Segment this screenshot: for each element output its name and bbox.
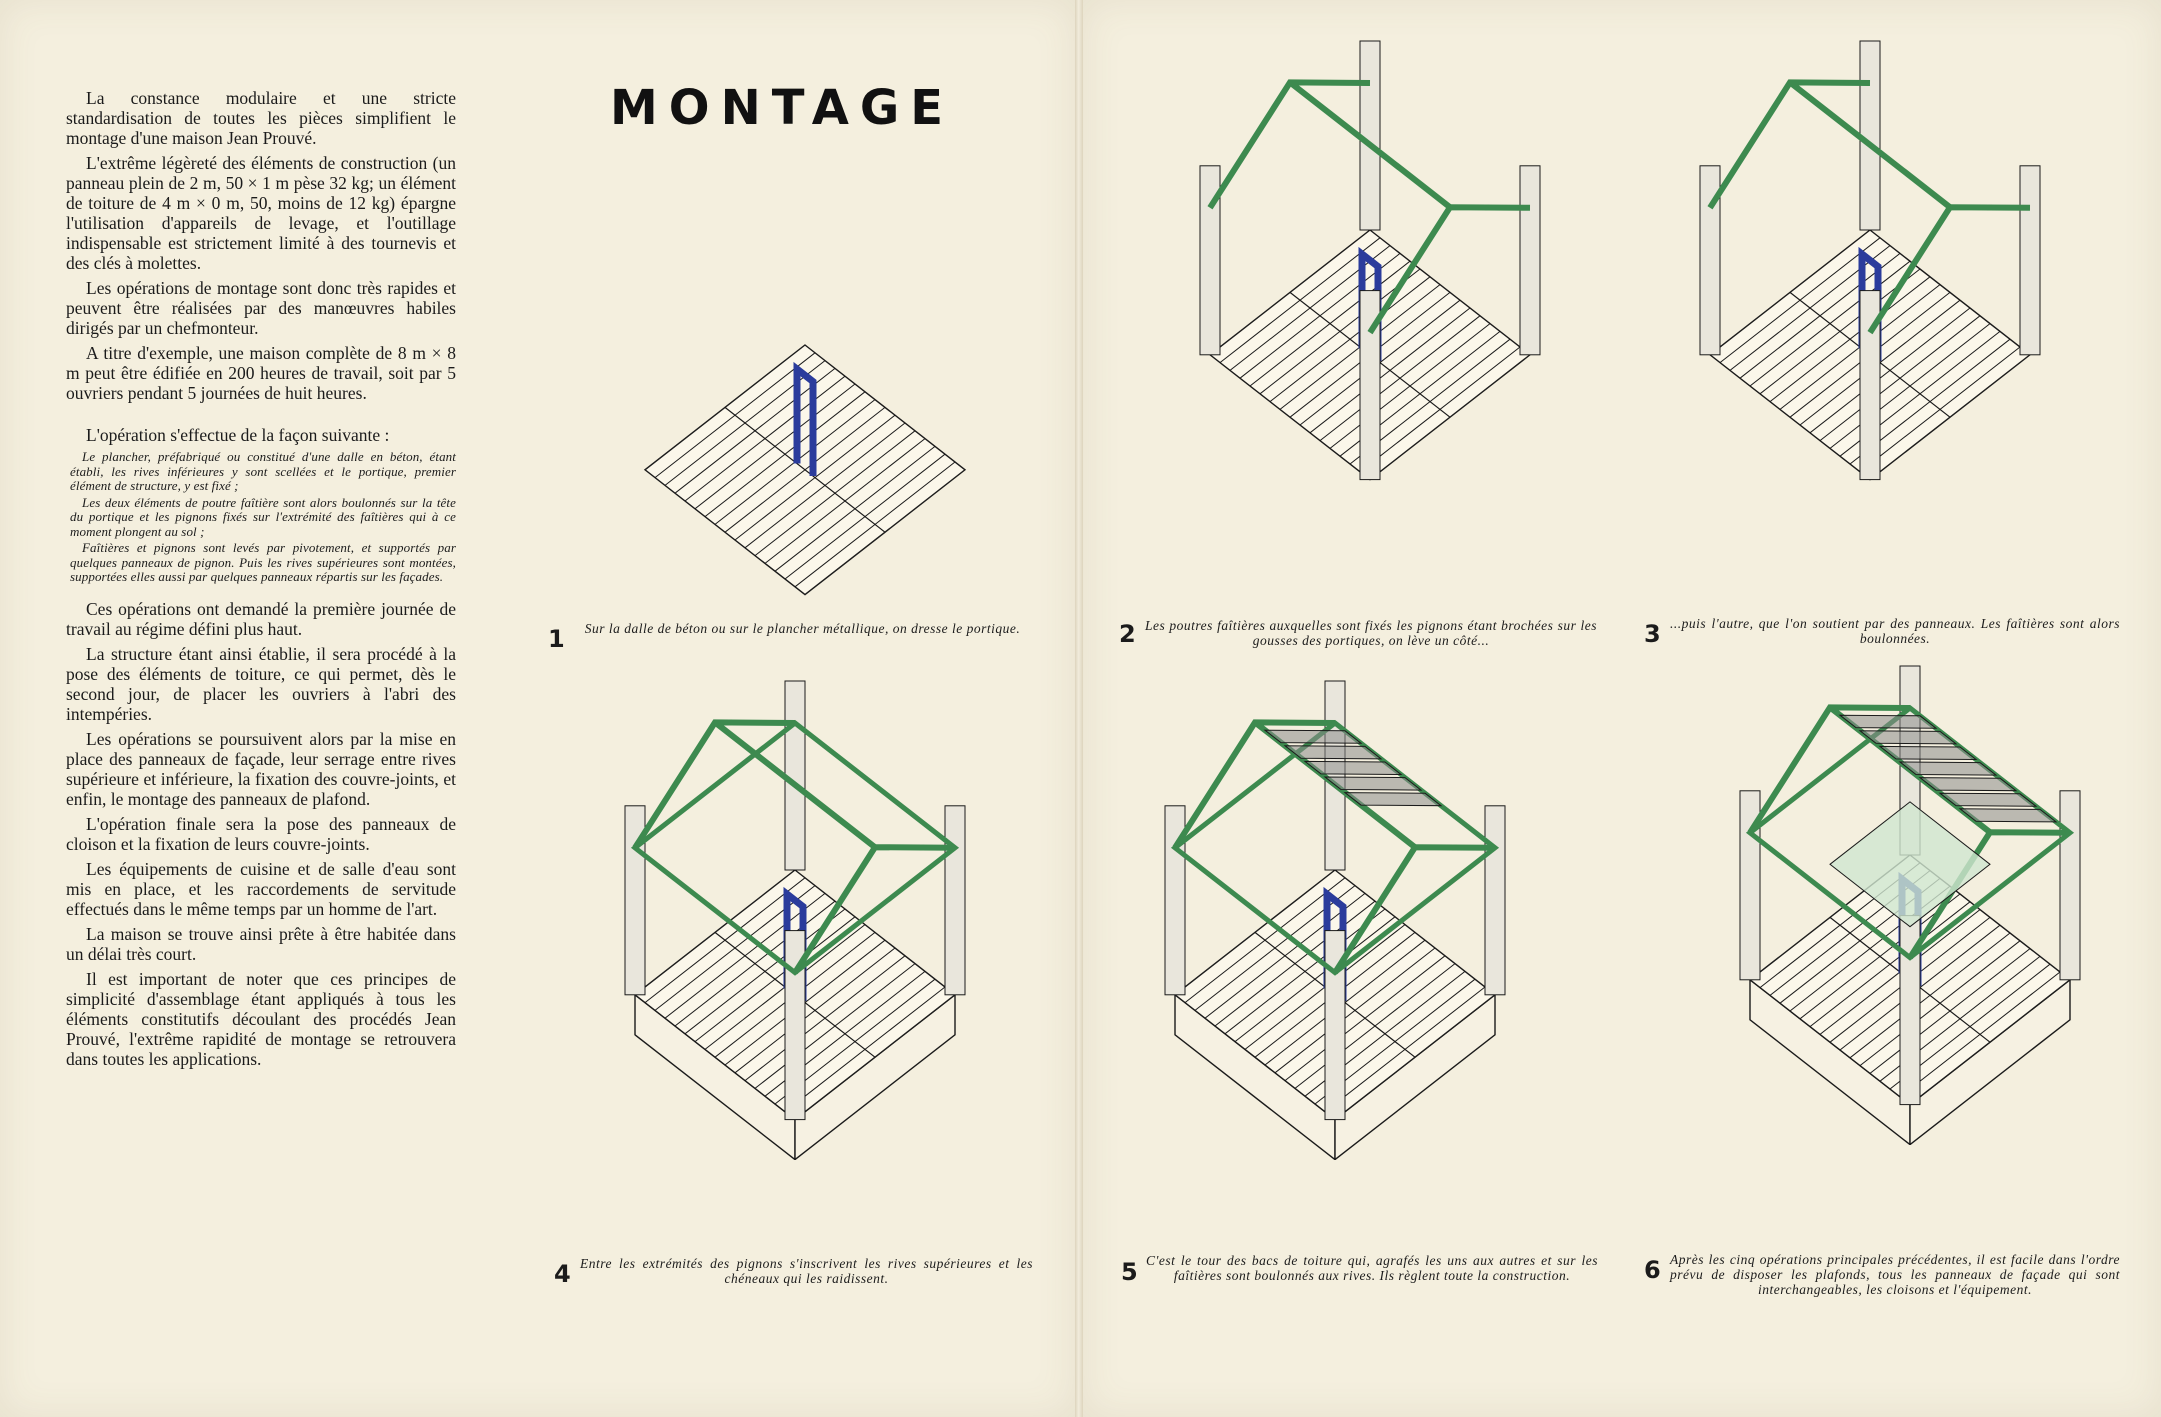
gable-left (1710, 82, 1870, 207)
figure-2-number: 2 (1119, 620, 1136, 648)
roof-panel (1325, 777, 1421, 790)
roof-panel (1920, 778, 2016, 791)
house-drawing (1130, 40, 1610, 520)
operation-step-1: Le plancher, préfabriqué ou constitué d'une dalle en béton, étant établi, les rives inférieures y sont scellées et le portique, premier élément de structure, y est fixé ; (70, 449, 456, 493)
wall-panel (2020, 166, 2040, 355)
closing-paragraph-1: Ces opérations ont demandé la première journée de travail au régime défini plus haut. (66, 598, 456, 639)
house-drawing (555, 680, 1035, 1160)
wall-panel (1860, 41, 1880, 230)
closing-paragraph-6: La maison se trouve ainsi prête à être habitée dans un délai très court. (66, 923, 456, 964)
figure-4-number: 4 (554, 1260, 571, 1288)
page-title: MONTAGE (610, 80, 955, 136)
figure-1-number: 1 (548, 625, 565, 653)
roof-panel (1285, 746, 1381, 759)
operation-intro: L'opération s'effectue de la façon suivante : (86, 425, 390, 445)
operation-step-3: Faîtières et pignons sont levés par pivotement, et supportés par quelques panneaux de pignon. Puis les rives supérieures sont montées, supportées elles aussi par quelques panneaux répartis sur les façades. (70, 540, 456, 584)
roof-panel (1265, 730, 1361, 743)
house-drawing (565, 155, 1045, 635)
wall-panel (1520, 166, 1540, 355)
intro-paragraph-4: A titre d'exemple, une maison complète de 8 m × 8 m peut être édifiée en 200 heures de travail, soit par 5 ouvriers pendant 5 journées de huit heures. (66, 343, 456, 403)
body-text-column (66, 88, 456, 1074)
roof-panel (1960, 809, 2056, 822)
house-drawing (1095, 680, 1575, 1160)
roof-panel (1940, 793, 2036, 806)
figure-6-caption: Après les cinq opérations principales précédentes, il est facile dans l'ordre prévu de disposer les plafonds, tous les panneaux de façade qui sont interchangeables, les cloisons et l'équipement. (1670, 1252, 2120, 1297)
wall-panel (1325, 681, 1345, 870)
roof-panel (1900, 762, 1996, 775)
figure-2-caption: Les poutres faîtières auxquelles sont fixés les pignons étant brochées sur les gousses des portiques, on lève un côté... (1145, 618, 1597, 648)
figure-2-illustration (1130, 40, 1610, 520)
closing-paragraph-5: Les équipements de cuisine et de salle d'eau sont mis en place, et les raccordements de servitude effectués dans le même temps par un homme de l'art. (66, 858, 456, 919)
roof-panel (1880, 746, 1976, 759)
roof-panel (1860, 731, 1956, 744)
figure-4-illustration (555, 680, 1035, 1160)
intro-paragraph-1: La constance modulaire et une stricte standardisation de toutes les pièces simplifient le montage d'une maison Jean Prouvé. (66, 88, 456, 148)
closing-paragraph-4: L'opération finale sera la pose des panneaux de cloison et la fixation de leurs couvre-joints. (66, 813, 456, 854)
figure-5-number: 5 (1121, 1258, 1138, 1286)
closing-paragraph-2: La structure étant ainsi établie, il sera procédé à la pose des éléments de toiture, ce qui permet, dès le second jour, de placer les ouvriers à l'abri des intempéries. (66, 643, 456, 724)
gable-left (1210, 82, 1370, 207)
house-drawing (1670, 665, 2150, 1145)
wall-panel (1360, 41, 1380, 230)
figure-4-caption: Entre les extrémités des pignons s'inscrivent les rives supérieures et les chéneaux qui les raidissent. (580, 1256, 1033, 1286)
operation-steps (70, 450, 456, 585)
intro-paragraph-2: L'extrême légèreté des éléments de construction (un panneau plein de 2 m, 50 × 1 m pèse 32 kg; un élément de toiture de 4 m × 0 m, 50, moins de 12 kg) épargne l'utilisation d'appareils de levage, et l'outillage indispensable est strictement limité à des tournevis et des clés à molettes. (66, 153, 456, 273)
wall-panel (785, 681, 805, 870)
wall-panel (1485, 806, 1505, 995)
figure-3-number: 3 (1644, 620, 1661, 648)
closing-paragraph-3: Les opérations se poursuivent alors par la mise en place des panneaux de façade, leur serrage entre rives supérieure et inférieure, la fixation des couvre-joints, et enfin, le montage des panneaux de plafond. (66, 728, 456, 809)
roof-panel (1840, 715, 1936, 728)
figure-1-caption: Sur la dalle de béton ou sur le plancher métallique, on dresse le portique. (584, 621, 1021, 636)
figure-3-caption: ...puis l'autre, que l'on soutient par des panneaux. Les faîtières sont alors boulonnées. (1670, 616, 2120, 646)
figure-3-illustration (1630, 40, 2110, 520)
wall-panel (945, 806, 965, 995)
figure-1-illustration (565, 155, 1045, 635)
wall-panel (2060, 791, 2080, 980)
house-drawing (1630, 40, 2110, 520)
operation-step-2: Les deux éléments de poutre faîtière sont alors boulonnés sur la tête du portique et les pignons fixés sur l'extrémité des faîtières qui à ce moment plongent au sol ; (70, 494, 456, 539)
roof-panel (1305, 761, 1401, 774)
figure-5-illustration (1095, 680, 1575, 1160)
figure-6-number: 6 (1644, 1256, 1661, 1284)
closing-paragraph-7: Il est important de noter que ces principes de simplicité d'assemblage étant appliqués à tous les éléments constitutifs découlant des procédés Jean Prouvé, l'extrême rapidité de montage se retrouvera dans toutes les applications. (66, 968, 456, 1069)
figure-6-illustration (1670, 665, 2150, 1145)
roof-panel (1345, 793, 1441, 806)
figure-5-caption: C'est le tour des bacs de toiture qui, agrafés les uns aux autres et sur les faîtières sont boulonnés aux rives. Ils règlent toute la construction. (1146, 1253, 1598, 1283)
intro-paragraph-3: Les opérations de montage sont donc très rapides et peuvent être réalisées par des manœuvres habiles dirigés par un chefmonteur. (66, 278, 456, 338)
page-spine (1075, 0, 1083, 1417)
